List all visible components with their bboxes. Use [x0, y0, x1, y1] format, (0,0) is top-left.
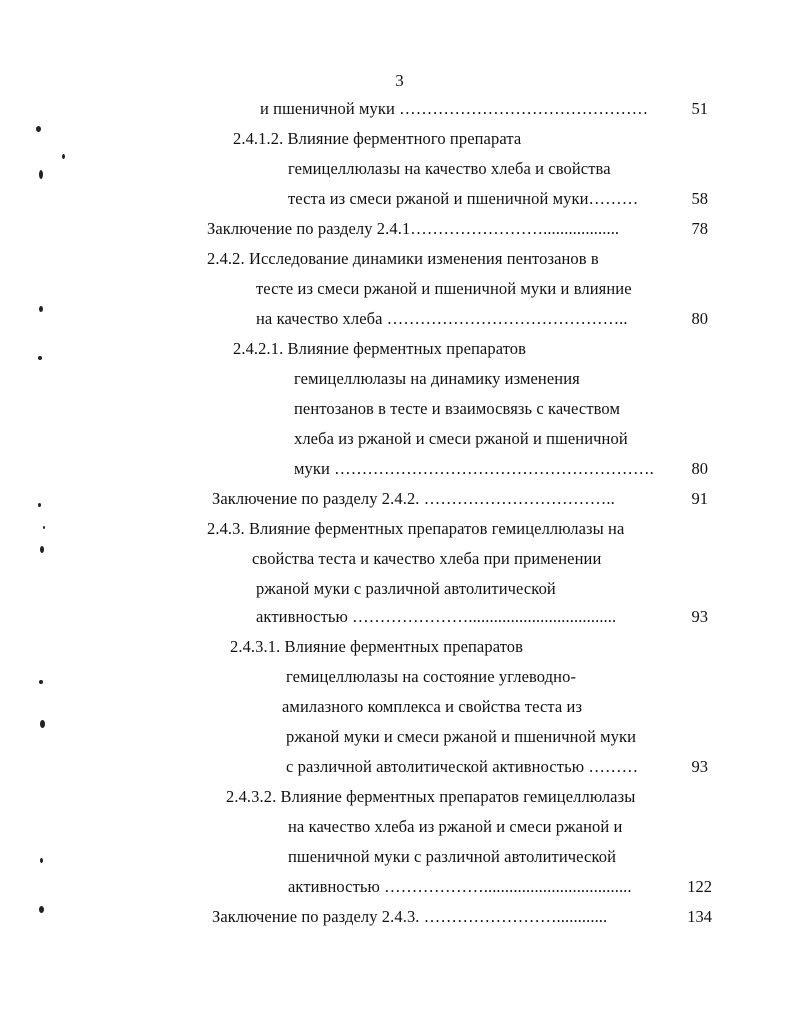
toc-line: 2.4.3.1. Влияние ферментных препаратов: [230, 637, 524, 656]
toc-line: гемицеллюлазы на состояние углеводно-: [286, 667, 577, 686]
scan-speck: [38, 503, 41, 507]
scan-speck: [39, 170, 43, 179]
toc-page-ref: 134: [687, 907, 712, 926]
scan-speck: [39, 906, 44, 913]
toc-line: 2.4.1.2. Влияние ферментного препарата: [233, 129, 522, 148]
toc-line: 2.4.2.1. Влияние ферментных препаратов: [233, 339, 527, 358]
toc-page-ref: 122: [687, 877, 712, 896]
toc-line: Заключение по разделу 2.4.3. ……………………............: [212, 907, 608, 926]
toc-line: амилазного комплекса и свойства теста из: [282, 697, 583, 716]
scan-speck: [39, 680, 43, 684]
toc-line: пшеничной муки с различной автолитической: [288, 847, 617, 866]
scan-speck: [38, 356, 42, 360]
toc-line: Заключение по разделу 2.4.1……………………..................: [207, 219, 620, 238]
scan-speck: [39, 306, 43, 312]
toc-line: муки ………………………………………………….: [294, 459, 654, 478]
toc-line: Заключение по разделу 2.4.2. ……………………………..: [212, 489, 615, 508]
toc-line: теста из смеси ржаной и пшеничной муки………: [288, 189, 639, 208]
scan-speck: [43, 526, 45, 529]
scan-speck: [40, 858, 43, 863]
toc-line: на качество хлеба из ржаной и смеси ржаной и: [288, 817, 623, 836]
toc-line: и пшеничной муки ………………………………………: [260, 99, 649, 118]
toc-page-ref: 80: [691, 459, 708, 478]
page-number: 3: [395, 71, 404, 90]
toc-line: 2.4.3. Влияние ферментных препаратов гемицеллюлазы на: [207, 519, 625, 538]
toc-line: хлеба из ржаной и смеси ржаной и пшеничной: [294, 429, 628, 448]
scan-speck: [36, 126, 41, 132]
toc-line: тесте из смеси ржаной и пшеничной муки и влияние: [256, 279, 632, 298]
scan-speck: [40, 546, 44, 553]
scan-speck: [62, 154, 65, 159]
toc-line: ржаной муки с различной автолитической: [256, 579, 556, 598]
toc-line: 2.4.3.2. Влияние ферментных препаратов гемицеллюлазы: [226, 787, 636, 806]
toc-page-ref: 51: [691, 99, 708, 118]
toc-page-ref: 80: [691, 309, 708, 328]
toc-line: гемицеллюлазы на качество хлеба и свойства: [288, 159, 611, 178]
toc-line: свойства теста и качество хлеба при применении: [252, 549, 602, 568]
toc-line: активностью ………………...................................: [288, 877, 632, 896]
toc-page-ref: 91: [691, 489, 708, 508]
toc-line: гемицеллюлазы на динамику изменения: [294, 369, 580, 388]
toc-line: активностью …………………...................................: [256, 607, 617, 626]
toc-page-ref: 93: [691, 607, 708, 626]
toc-line: пентозанов в тесте и взаимосвязь с качеством: [294, 399, 620, 418]
toc-line: 2.4.2. Исследование динамики изменения пентозанов в: [207, 249, 599, 268]
toc-line: на качество хлеба ……………………………………..: [256, 309, 628, 328]
toc-page-ref: 93: [691, 757, 708, 776]
toc-page-ref: 78: [691, 219, 708, 238]
toc-line: ржаной муки и смеси ржаной и пшеничной муки: [286, 727, 637, 746]
toc-line: с различной автолитической активностью ………: [286, 757, 639, 776]
scan-speck: [40, 720, 45, 728]
toc-page-ref: 58: [691, 189, 708, 208]
